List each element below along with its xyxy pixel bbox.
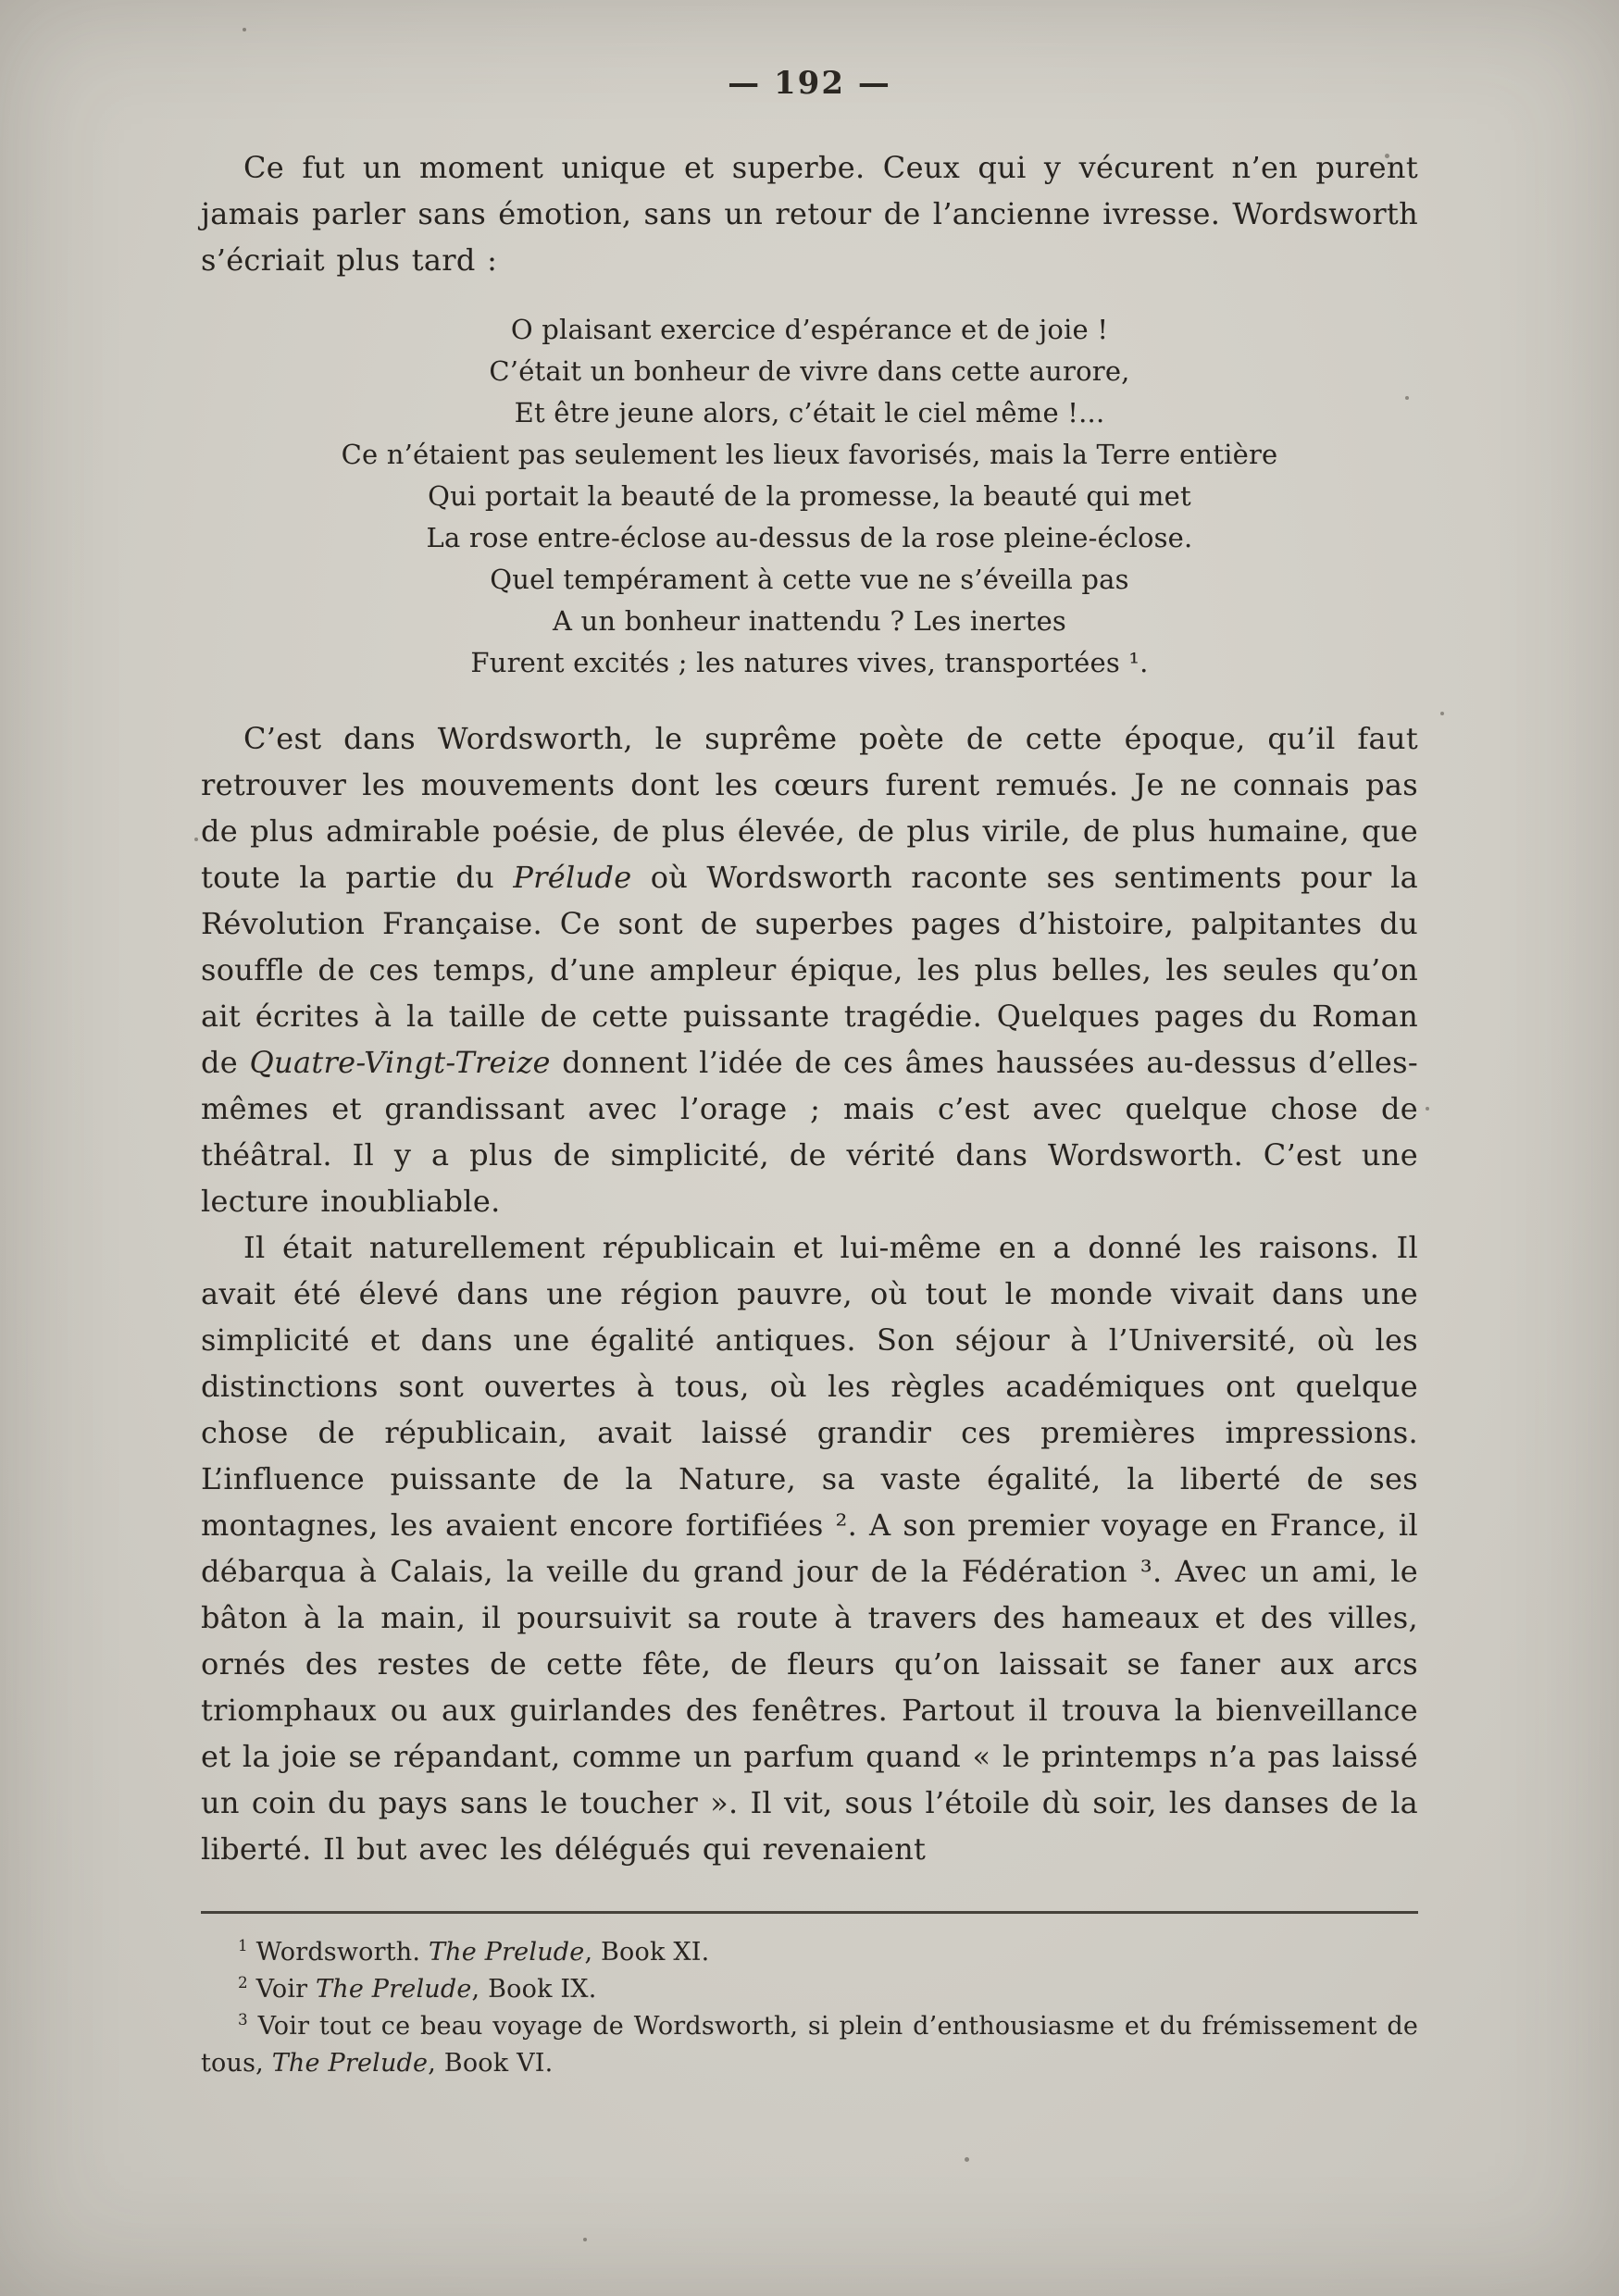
page-number: — 192 — bbox=[728, 65, 891, 102]
book-title-quatre-vingt-treize: Quatre-Vingt-Treize bbox=[249, 1045, 551, 1080]
poem-line: A un bonheur inattendu ? Les inertes bbox=[552, 605, 1067, 637]
scan-speckle bbox=[965, 2157, 969, 2162]
paragraph-text: donnent l’idée de ces âmes haussées au-dessus d’elles-mêmes et grandissant avec l’orage ; mais c’est avec quelque chose de théâtral. Il y a plus de simplicité, de vérité dans Wordsworth. C’est une lecture inoubliable. bbox=[201, 1045, 1419, 1219]
paragraph-intro: Ce fut un moment unique et superbe. Ceux qui y vécurent n’en purent jamais parler sans émotion, sans un retour de l’ancienne ivresse. Wordsworth s’écriait plus tard : bbox=[201, 150, 1418, 278]
book-title-the-prelude: The Prelude bbox=[316, 1975, 472, 2004]
poem-line: Ce n’étaient pas seulement les lieux favorisés, mais la Terre entière bbox=[341, 439, 1278, 470]
poem-line: O plaisant exercice d’espérance et de joie ! bbox=[510, 314, 1109, 345]
footnote-text: , Book XI. bbox=[584, 1938, 710, 1967]
scan-speckle bbox=[583, 2238, 587, 2241]
poem-block bbox=[201, 309, 1418, 684]
footnote-text: , Book IX. bbox=[471, 1975, 597, 2004]
paragraph-text: où Wordsworth raconte ses sentiments pour la Révolution Française. Ce sont de superbes pages d’histoire, palpitantes du souffle de ces temps, d’une ampleur épique, les plus belles, les seules qu’on ait écrites à la taille de cette puissante tragédie. Quelques pages du Roman de bbox=[201, 860, 1419, 1080]
paragraph-text: C’est dans Wordsworth, le suprême poète de cette époque, qu’il faut retrouver les mouvements dont les cœurs furent remués. Je ne connais pas de plus admirable poésie, de plus élevée, de plus virile, de plus humaine, que toute la partie du bbox=[201, 721, 1418, 895]
footnote-text: Wordsworth. bbox=[247, 1938, 429, 1967]
scan-speckle bbox=[1426, 1107, 1429, 1111]
poem-line: Furent excités ; les natures vives, transportées ¹. bbox=[470, 647, 1149, 678]
scan-speckle bbox=[194, 838, 198, 841]
poem-line: Qui portait la beauté de la promesse, la beauté qui met bbox=[428, 480, 1191, 512]
poem-line: C’était un bonheur de vivre dans cette aurore, bbox=[489, 355, 1130, 387]
footnote-text: , Book VI. bbox=[428, 2049, 554, 2078]
footnotes-section bbox=[201, 1911, 1418, 2082]
footnote-marker: 3 bbox=[238, 2010, 248, 2029]
paragraph-wordsworth bbox=[201, 715, 1418, 1224]
scan-speckle bbox=[1405, 396, 1409, 400]
footnote-text: Voir bbox=[247, 1975, 317, 2004]
book-title-prelude: Prélude bbox=[513, 860, 632, 895]
footnote-1 bbox=[201, 1934, 1418, 1971]
footnote-divider bbox=[201, 1911, 1418, 1914]
scan-speckle bbox=[243, 28, 246, 31]
paragraph-republicain: Il était naturellement républicain et lui-même en a donné les raisons. Il avait été élevé dans une région pauvre, où tout le monde vivait dans une simplicité et dans une égalité antiques. Son séjour à l’Université, où les distinctions sont ouvertes à tous, où les règles académiques ont quelque chose de républicain, avait laissé grandir ces premières impressions. L’influence puissante de la Nature, sa vaste égalité, la liberté de ses montagnes, les avaient encore fortifiées ². A son premier voyage en France, il débarqua à Calais, la veille du grand jour de la Fédération ³. Avec un ami, le bâton à la main, il poursuivit sa route à travers des hameaux et des villes, ornés des restes de cette fête, de fleurs qu’on laissait se faner aux arcs triomphaux ou aux guirlandes des fenêtres. Partout il trouva la bienveillance et la joie se répandant, comme un parfum quand « le printemps n’a pas laissé un coin du pays sans le toucher ». Il vit, sous l’étoile dù soir, les danses de la liberté. Il but avec les délégués qui revenaient bbox=[201, 1230, 1418, 1867]
scan-speckle bbox=[1440, 712, 1444, 715]
scan-speckle bbox=[1385, 154, 1389, 158]
footnote-3 bbox=[201, 2008, 1418, 2082]
poem-line: Quel tempérament à cette vue ne s’éveilla pas bbox=[490, 564, 1129, 595]
poem-line: Et être jeune alors, c’était le ciel même !... bbox=[514, 397, 1105, 428]
page-content bbox=[201, 102, 1418, 1872]
footnote-text: Voir tout ce beau voyage de Wordsworth, si plein d’enthousiasme et du frémissement de tous, bbox=[201, 2012, 1418, 2078]
book-title-the-prelude: The Prelude bbox=[428, 1938, 585, 1967]
footnote-2 bbox=[201, 1971, 1418, 2008]
book-title-the-prelude: The Prelude bbox=[271, 2049, 429, 2078]
footnote-marker: 1 bbox=[238, 1936, 248, 1955]
footnote-marker: 2 bbox=[238, 1973, 248, 1992]
poem-line: La rose entre-éclose au-dessus de la rose pleine-éclose. bbox=[426, 522, 1193, 553]
